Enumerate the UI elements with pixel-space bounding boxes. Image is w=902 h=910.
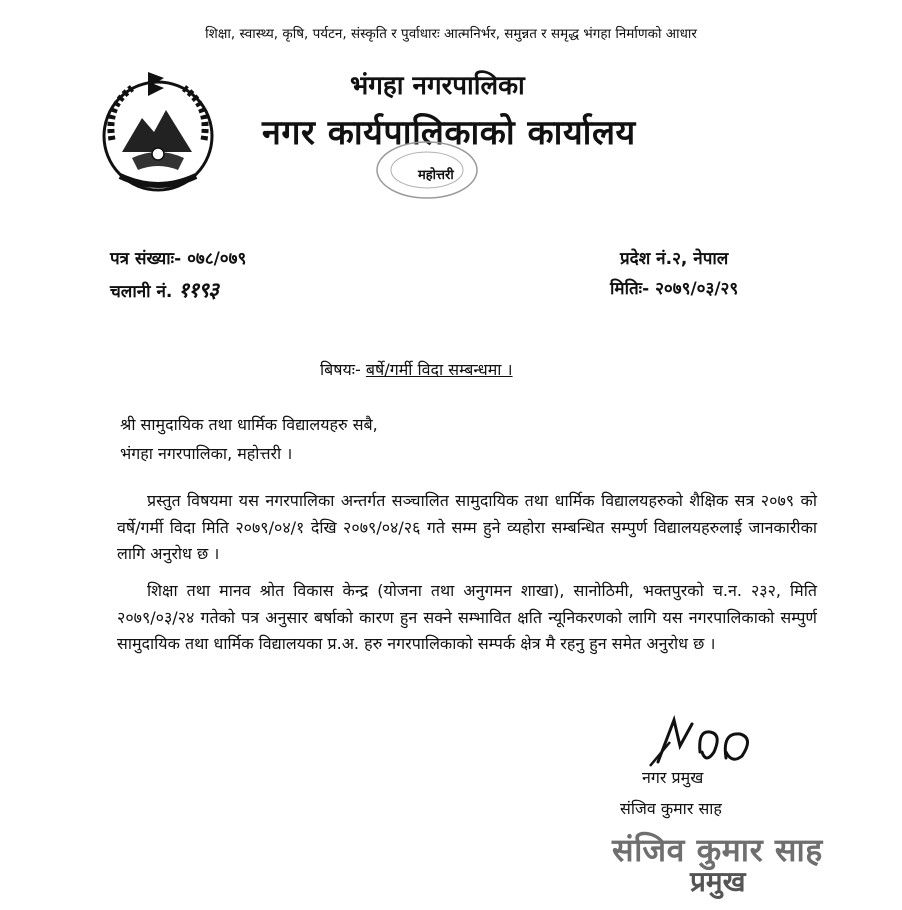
letter-date xyxy=(610,276,738,299)
province-label: प्रदेश नं.२, नेपाल xyxy=(620,249,729,269)
signatory-title: नगर प्रमुख xyxy=(642,768,704,787)
body-paragraph-1: प्रस्तुत विषयमा यस नगरपालिका अन्तर्गत सञ्चालित सामुदायिक तथा धार्मिक विद्यालयहरुको शैक्षिक सत्र २०७९ को वर्षे/गर्मी विदा मिति २०७९/०४/१ देखि २०७९/०४/२६ गते सम्म हुने व्यहोरा सम्बन्धित सम्पुर्ण विद्यालयहरुलाई जानकारीका लागि अनुरोध छ । xyxy=(117,491,817,563)
body-paragraph-2: शिक्षा तथा मानव श्रोत विकास केन्द्र (योजना तथा अनुगमन शाखा), सानोठिमी, भक्तपुरको च.न. २३२, मिति २०७९/०३/२४ गतेको पत्र अनुसार बर्षाको कारण हुन सक्ने सम्भावित क्षति न्यूनिकरणको लागि यस नगरपालिकाको सम्पुर्ण सामुदायिक तथा धार्मिक विद्यालयका प्र.अ. हरु नगरपालिकाको सम्पर्क क्षेत्र मै रहनु हुन समेत अनुरोध छ । xyxy=(117,581,817,653)
addressee-line-1: श्री सामुदायिक तथा धार्मिक विद्यालयहरु सबै, xyxy=(120,415,378,434)
header-motto: शिक्षा, स्वास्थ्य, कृषि, पर्यटन, संस्कृति र पुर्वाधारः आत्मनिर्भर, समुन्नत र समृद्ध भंगहा निर्माणको आधार xyxy=(205,26,697,42)
office-title: नगर कार्यपालिकाको कार्यालय xyxy=(262,113,636,153)
signatory-name-stamp: संजिव कुमार साह xyxy=(612,831,823,869)
dispatch-number xyxy=(110,276,218,304)
signatory-role-stamp: प्रमुख xyxy=(690,865,746,898)
subject-label: बिषयः- xyxy=(320,360,361,379)
letter-number xyxy=(110,246,246,269)
letter-date-label: मितिः- xyxy=(610,279,650,299)
municipality-name: भंगहा नगरपालिका xyxy=(350,71,525,101)
district-name: महोत्तरी xyxy=(418,168,454,183)
dispatch-number-value: ११९३ xyxy=(178,277,218,302)
addressee-line-2: भंगहा नगरपालिका, महोत्तरी । xyxy=(120,444,293,463)
letter-date-value: २०७९/०३/२९ xyxy=(655,279,739,299)
nepal-emblem-logo xyxy=(92,66,224,198)
signatory-name: संजिव कुमार साह xyxy=(620,799,722,818)
dispatch-number-label: चलानी नं. xyxy=(110,282,173,302)
letter-number-value: ०७८/०७९ xyxy=(187,249,247,269)
letter-number-label: पत्र संख्याः- xyxy=(110,249,182,269)
subject-line xyxy=(320,358,513,380)
handwritten-signature xyxy=(640,712,760,772)
subject-text: बर्षे/गर्मी विदा सम्बन्धमा । xyxy=(365,360,513,379)
